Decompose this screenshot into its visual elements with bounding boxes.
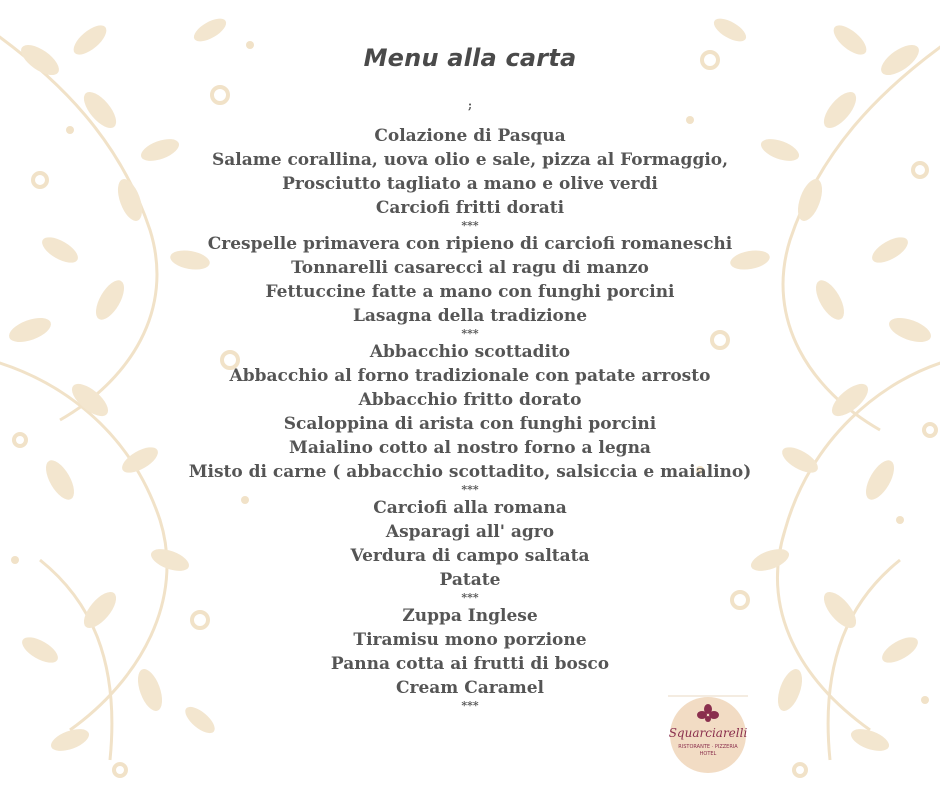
menu-title: Menu alla carta [363, 44, 577, 72]
menu-item: Scaloppina di arista con funghi porcini [283, 414, 657, 434]
menu-item: Abbacchio al forno tradizionale con patate arrosto [229, 366, 711, 386]
menu-item: Abbacchio fritto dorato [358, 390, 582, 410]
menu-item: Cream Caramel [395, 678, 544, 698]
logo-subline: HOTEL [699, 751, 717, 757]
menu-item: Panna cotta ai frutti di bosco [330, 654, 610, 674]
logo-tagline: RISTORANTE · PIZZERIA [678, 744, 738, 750]
menu-item: Colazione di Pasqua [374, 126, 566, 146]
section-separator: *** [461, 699, 479, 712]
menu-item: Fettuccine fatte a mano con funghi porcini [265, 282, 675, 302]
menu-item: Maialino cotto al nostro forno a legna [289, 438, 651, 458]
menu-list [150, 100, 790, 712]
menu-item: Tiramisu mono porzione [353, 630, 587, 650]
menu-item: Crespelle primavera con ripieno di carciofi romaneschi [207, 234, 733, 254]
menu-item: Carciofi alla romana [373, 498, 567, 518]
section-separator: *** [461, 591, 479, 604]
menu-item: Patate [439, 570, 501, 590]
menu-item: Prosciutto tagliato a mano e olive verdi [282, 174, 658, 194]
menu-item: Abbacchio scottadito [369, 342, 571, 362]
section-separator: *** [461, 483, 479, 496]
menu-item: Misto di carne ( abbacchio scottadito, salsiccia e maialino) [188, 462, 752, 482]
menu-item: Lasagna della tradizione [352, 306, 588, 326]
stray-semicolon: ; [467, 99, 473, 112]
menu-item: Zuppa Inglese [402, 606, 538, 626]
section-separator: *** [461, 327, 479, 340]
restaurant-logo [668, 695, 748, 775]
menu-item: Salame corallina, uova olio e sale, pizza al Formaggio, [211, 150, 729, 170]
section-separator: *** [461, 219, 479, 232]
menu-item: Verdura di campo saltata [350, 546, 590, 566]
menu-item: Carciofi fritti dorati [375, 198, 565, 218]
menu-item: Asparagi all' agro [385, 522, 555, 542]
logo-name: Squarciarelli [668, 726, 748, 740]
menu-item: Tonnarelli casarecci al ragu di manzo [291, 258, 649, 278]
